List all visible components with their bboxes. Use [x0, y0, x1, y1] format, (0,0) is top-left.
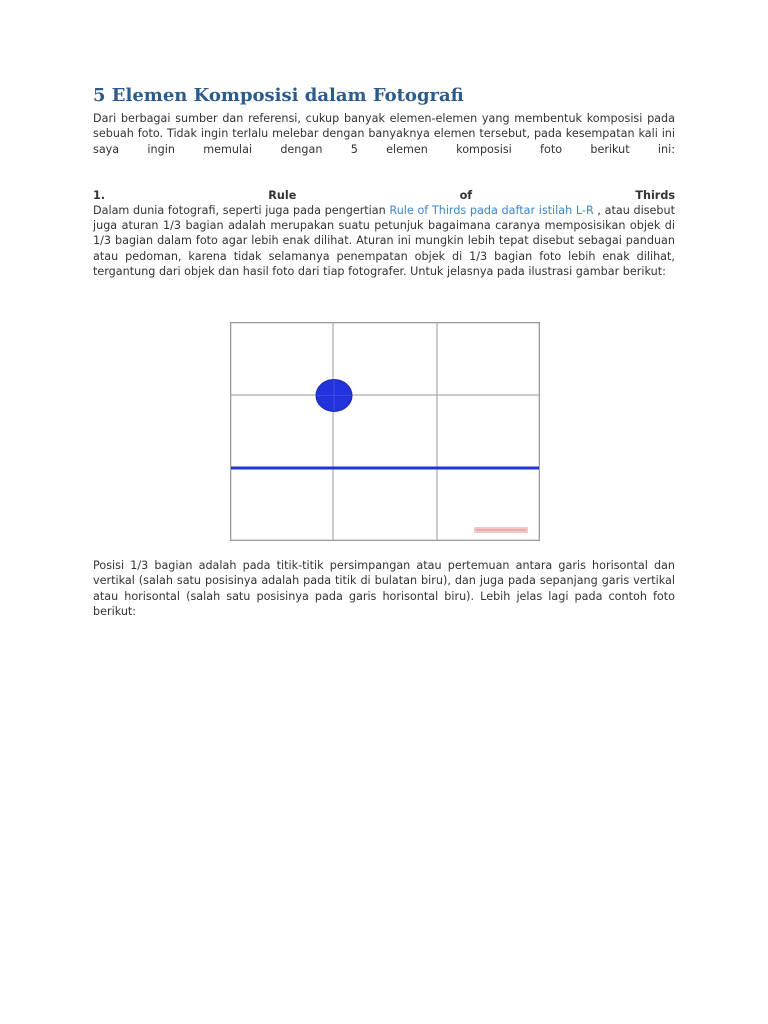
article-title: 5 Elemen Komposisi dalam Fotografi	[93, 85, 464, 106]
article	[93, 84, 676, 618]
section-heading-rule-of-thirds	[93, 188, 675, 203]
section-heading-word-of: of	[459, 188, 473, 202]
grid-frame	[231, 323, 540, 541]
intro-paragraph: Dari berbagai sumber dan referensi, cukup banyak elemen-elemen yang membentuk komposisi pada sebuah foto. Tidak ingin terlalu melebar dengan banyaknya elemen tersebut, pada kesempatan kali ini saya ingin memulai dengan 5 elemen komposisi foto berikut ini:	[93, 112, 675, 156]
section-heading-word-thirds: Thirds	[635, 188, 675, 202]
paragraph-text-before-link: Dalam dunia fotografi, seperti juga pada pengertian	[93, 203, 390, 217]
rule-of-thirds-illustration	[230, 322, 540, 541]
section-heading-word-rule: Rule	[268, 188, 297, 202]
section-number: 1.	[93, 188, 106, 202]
rule-of-thirds-grid-image	[230, 322, 540, 541]
rule-of-thirds-paragraph	[93, 203, 675, 279]
paragraph-text-after-link: , atau disebut juga aturan 1/3 bagian adalah merupakan suatu petunjuk bagaimana caranya memposisikan objek di 1/3 bagian dalam foto agar lebih enak dilihat. Aturan ini mungkin lebih tepat disebut sebagai panduan atau pedoman, karena tidak selamanya penempatan objek di 1/3 bagian foto lebih enak dilihat, tergantung dari objek dan hasil foto dari tiap fotografer. Untuk jelasnya pada ilustrasi gambar berikut:	[93, 203, 676, 279]
rule-of-thirds-glossary-link[interactable]: Rule of Thirds pada daftar istilah L-R	[389, 203, 594, 217]
watermark-text-stroke	[476, 529, 526, 531]
intersection-explanation-paragraph: Posisi 1/3 bagian adalah pada titik-titik persimpangan atau pertemuan antara garis horisontal dan vertikal (salah satu posisinya adalah pada titik di bulatan biru), dan juga pada sepanjang garis vertikal atau horisontal (salah satu posisinya pada garis horisontal biru). Lebih jelas lagi pada contoh foto berikut:	[93, 559, 675, 618]
